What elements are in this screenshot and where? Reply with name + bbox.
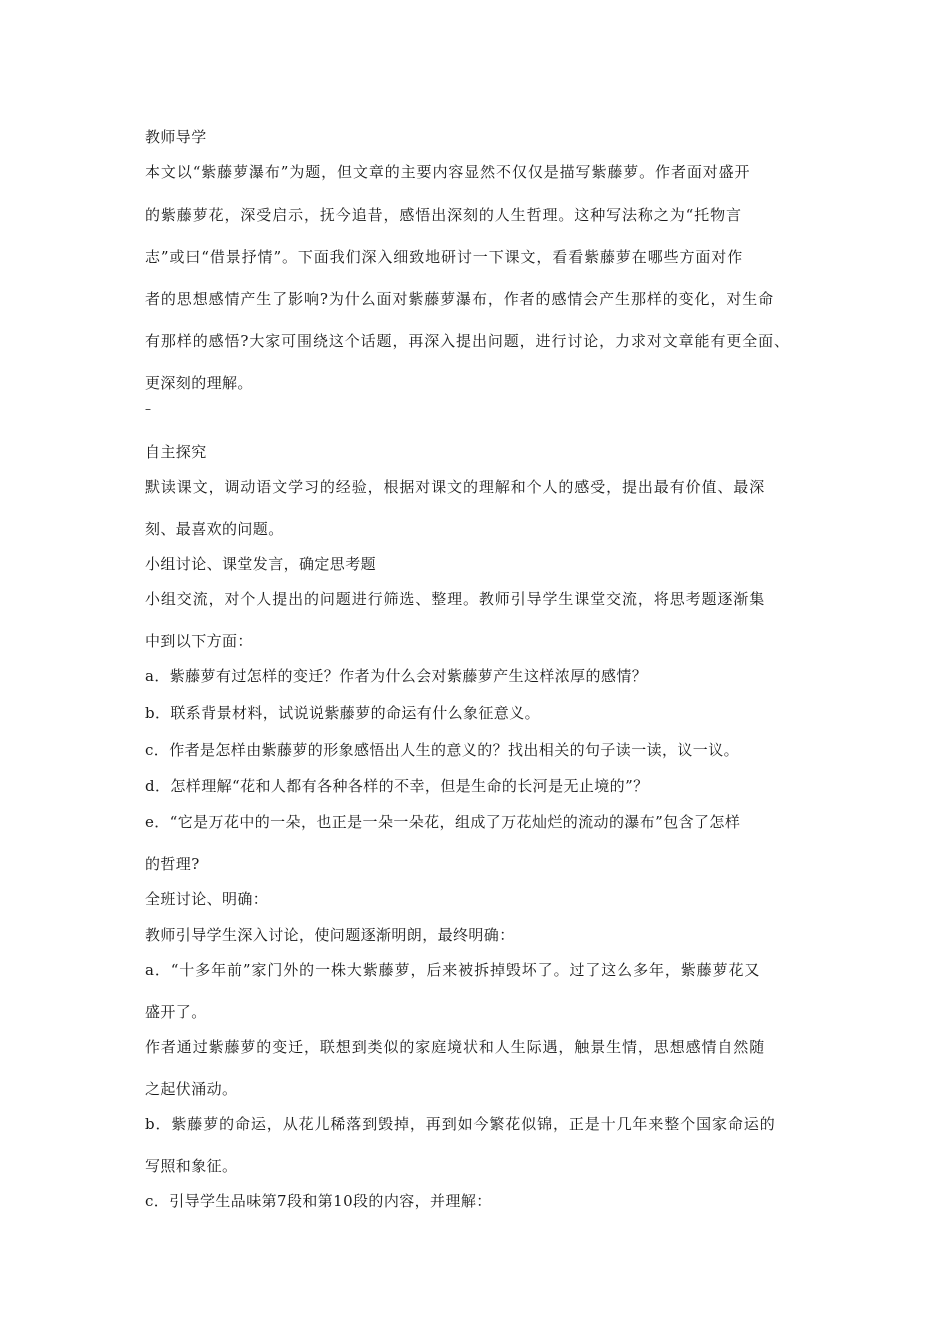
heading-class-discussion: 全班讨论、明确：	[145, 890, 269, 908]
paragraph-line: 小组交流，对个人提出的问题进行筛选、整理。教师引导学生课堂交流，将思考题逐渐集	[145, 590, 766, 608]
answer-item-c: c．引导学生品味第7段和第10段的内容，并理解：	[145, 1192, 492, 1210]
heading-self-explore: 自主探究	[145, 443, 207, 461]
question-item-b: b．联系背景材料，试说说紫藤萝的命运有什么象征意义。	[145, 704, 541, 722]
paragraph-line: 更深刻的理解。	[145, 374, 253, 392]
paragraph-line: 刻、最喜欢的问题。	[145, 520, 284, 538]
question-item-c: c．作者是怎样由紫藤萝的形象感悟出人生的意义的？找出相关的句子读一读，议一议。	[145, 741, 740, 759]
paragraph-line: 有那样的感悟?大家可围绕这个话题，再深入提出问题，进行讨论，力求对文章能有更全面、	[145, 332, 790, 350]
heading-group-discussion: 小组讨论、课堂发言，确定思考题	[145, 555, 377, 573]
paragraph-line: 者的思想感情产生了影响?为什么面对紫藤萝瀑布，作者的感情会产生那样的变化，对生命	[145, 290, 775, 308]
paragraph-line: 教师引导学生深入讨论，使问题逐渐明朗，最终明确：	[145, 926, 515, 944]
question-item-e-cont: 的哲理?	[145, 855, 200, 873]
section-separator: –	[145, 402, 152, 416]
question-item-d: d．怎样理解“花和人都有各种各样的不幸，但是生命的长河是无止境的”？	[145, 777, 649, 795]
answer-item-b-cont: 写照和象征。	[145, 1157, 238, 1175]
paragraph-line: 志”或曰“借景抒情”。下面我们深入细致地研讨一下课文，看看紫藤萝在哪些方面对作	[145, 248, 744, 266]
question-item-e: e．“它是万花中的一朵，也正是一朵一朵花，组成了万花灿烂的流动的瀑布”包含了怎样	[145, 813, 741, 831]
paragraph-line: 的紫藤萝花，深受启示，抚今追昔，感悟出深刻的人生哲理。这种写法称之为“托物言	[145, 206, 742, 224]
answer-item-a-cont: 盛开了。	[145, 1003, 207, 1021]
paragraph-line: 中到以下方面：	[145, 632, 253, 650]
answer-item-a: a．“十多年前”家门外的一株大紫藤萝，后来被拆掉毁坏了。过了这么多年，紫藤萝花又	[145, 961, 761, 979]
paragraph-line: 本文以“紫藤萝瀑布”为题，但文章的主要内容显然不仅仅是描写紫藤萝。作者面对盛开	[145, 163, 751, 181]
paragraph-line: 作者通过紫藤萝的变迁，联想到类似的家庭境状和人生际遇，触景生情，思想感情自然随	[145, 1038, 766, 1056]
answer-item-b: b．紫藤萝的命运，从花儿稀落到毁掉，再到如今繁花似锦，正是十几年来整个国家命运的	[145, 1115, 776, 1133]
paragraph-line: 默读课文，调动语文学习的经验，根据对课文的理解和个人的感受，提出最有价值、最深	[145, 478, 766, 496]
paragraph-line: 之起伏涌动。	[145, 1080, 238, 1098]
heading-teacher-guide: 教师导学	[145, 128, 207, 146]
question-item-a: a．紫藤萝有过怎样的变迁？作者为什么会对紫藤萝产生这样浓厚的感情？	[145, 667, 648, 685]
